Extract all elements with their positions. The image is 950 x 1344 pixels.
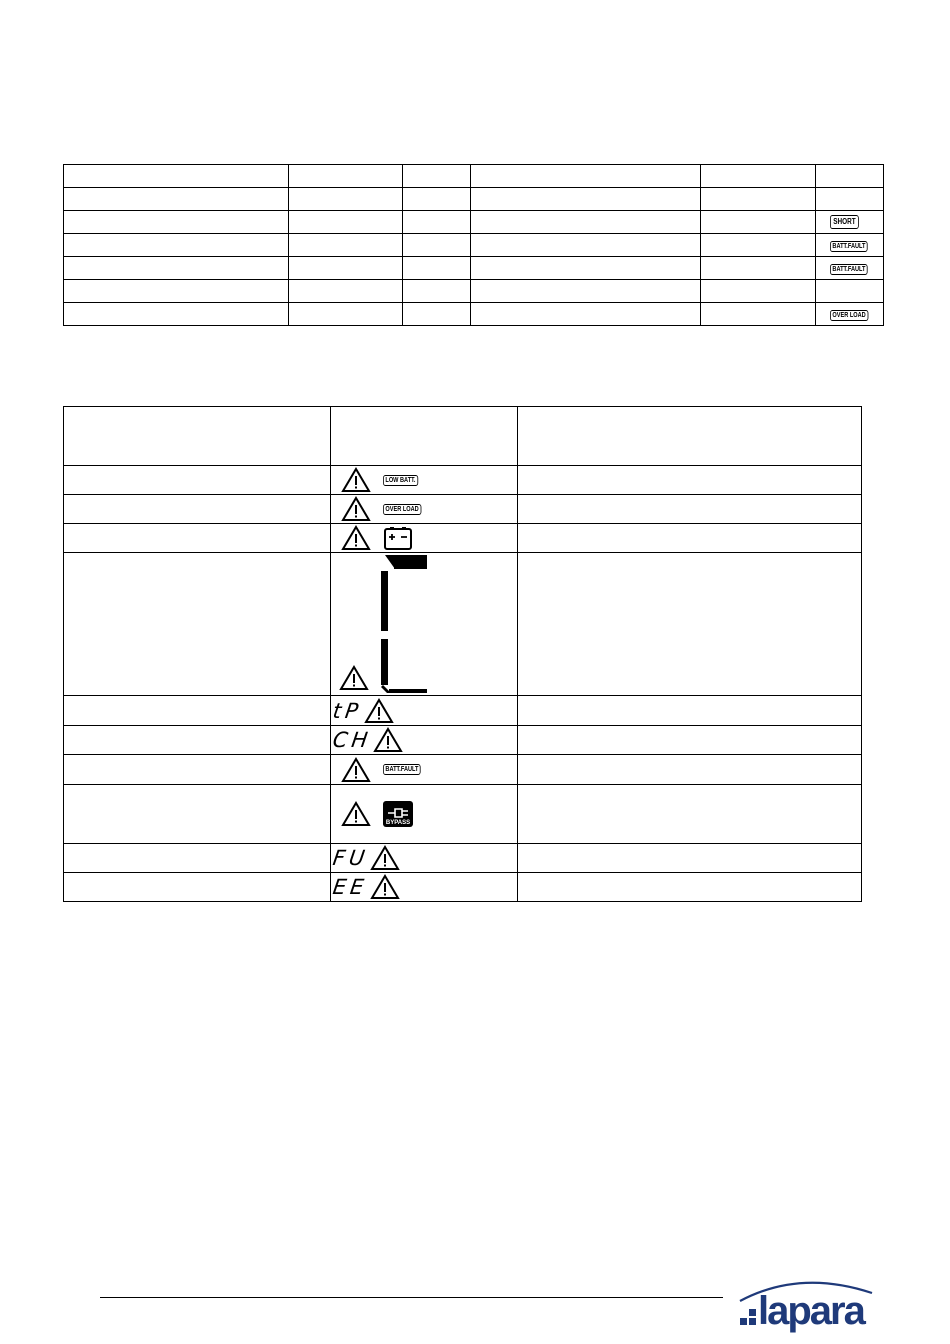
batt-fault-badge-icon: BATT.FAULT	[383, 764, 421, 775]
warning-icon	[370, 874, 400, 900]
brand-logo	[730, 1275, 880, 1335]
battery-icon	[383, 525, 413, 551]
warning-icon	[341, 667, 367, 689]
table-row	[64, 873, 862, 902]
warning-icon	[341, 801, 371, 827]
warning-table	[63, 406, 862, 902]
table-row	[64, 257, 884, 280]
table-row	[64, 844, 862, 873]
low-batt-badge-icon: LOW BATT.	[383, 475, 418, 486]
table-row	[64, 280, 884, 303]
table-row	[64, 785, 862, 844]
warning-icon	[341, 496, 371, 522]
logo-text: lapara	[758, 1289, 864, 1333]
table-row	[64, 696, 862, 726]
bypass-label: BYPASS	[385, 820, 411, 826]
warning-icon	[341, 525, 371, 551]
batt-fault-badge-icon: BATT.FAULT	[830, 264, 868, 275]
warning-icon	[370, 845, 400, 871]
footer-divider	[100, 1297, 723, 1298]
fault-code: FU	[331, 846, 371, 870]
warning-icon	[341, 757, 371, 783]
warning-icon	[364, 698, 394, 724]
table-row	[64, 755, 862, 785]
table-row	[64, 188, 884, 211]
plug-icon	[387, 807, 409, 819]
bypass-icon	[383, 801, 413, 827]
table-row	[64, 495, 862, 524]
segment-display-graphic	[331, 553, 518, 696]
table-row	[64, 524, 862, 553]
table-row	[64, 211, 884, 234]
table-row	[64, 165, 884, 188]
status-table	[63, 164, 884, 326]
table-row	[64, 726, 862, 755]
fault-code: CH	[331, 728, 374, 752]
table-row	[64, 303, 884, 326]
warning-icon	[373, 727, 403, 753]
short-badge-icon: SHORT	[830, 215, 859, 229]
fault-code: EE	[331, 875, 370, 899]
table-row	[64, 553, 862, 696]
fault-code: tP	[331, 698, 364, 723]
over-load-badge-icon: OVER LOAD	[383, 504, 421, 515]
over-load-badge-icon: OVER LOAD	[830, 310, 868, 321]
table-header-row	[64, 407, 862, 466]
table-row	[64, 466, 862, 495]
table-row	[64, 234, 884, 257]
warning-icon	[341, 467, 371, 493]
batt-fault-badge-icon: BATT.FAULT	[830, 241, 868, 252]
